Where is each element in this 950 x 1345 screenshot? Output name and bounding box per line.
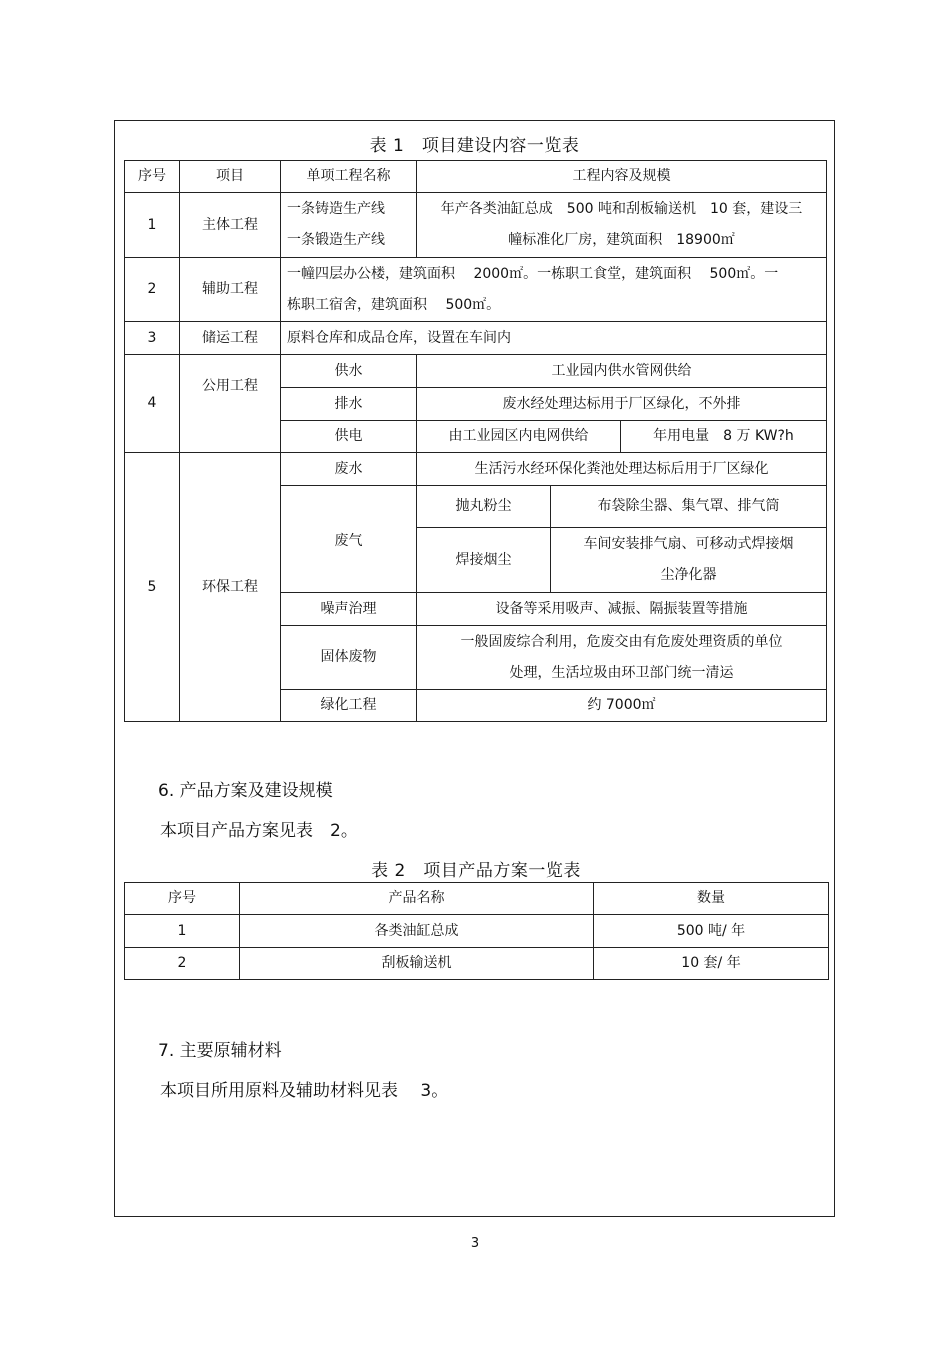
sub-label: 供水 xyxy=(281,355,417,388)
table-row xyxy=(125,322,827,355)
sub-label: 供电 xyxy=(281,421,417,453)
table1 xyxy=(124,160,827,722)
page-number: 3 xyxy=(470,1236,480,1251)
sub-content: 布袋除尘器、集气罩、排气筒 xyxy=(551,486,827,528)
row-content xyxy=(281,258,827,322)
row-no: 5 xyxy=(125,453,180,722)
section6-text: 本项目产品方案见表 2。 xyxy=(160,821,358,841)
content-line: 幢标准化厂房，建筑面积 18900㎡ xyxy=(508,232,735,248)
header-cell: 序号 xyxy=(125,161,180,193)
table2-caption: 表 2 项目产品方案一览表 xyxy=(371,861,581,881)
content-line: 一般固废综合利用，危废交由有危废处理资质的单位 xyxy=(460,633,783,650)
name-line: 一条铸造生产线 xyxy=(287,201,385,217)
sub-content: 工业园内供水管网供给 xyxy=(417,355,827,388)
product-qty: 500 吨/ 年 xyxy=(594,915,829,948)
table-row xyxy=(125,948,829,980)
product-name: 各类油缸总成 xyxy=(240,915,594,948)
table-row xyxy=(125,258,827,322)
row-content xyxy=(417,193,827,258)
sub-content: 约 7000㎡ xyxy=(417,690,827,722)
header-cell: 单项工程名称 xyxy=(281,161,417,193)
row-no: 2 xyxy=(125,948,240,980)
table2-header-row xyxy=(125,883,829,915)
sub-label: 绿化工程 xyxy=(281,690,417,722)
table-row xyxy=(125,193,827,258)
row-content: 原料仓库和成品仓库，设置在车间内 xyxy=(281,322,827,355)
table1-caption: 表 1 项目建设内容一览表 xyxy=(369,136,580,156)
header-cell: 产品名称 xyxy=(240,883,594,915)
section6-heading: 6. 产品方案及建设规模 xyxy=(158,781,333,801)
header-cell: 数量 xyxy=(594,883,829,915)
row-no: 3 xyxy=(125,322,180,355)
sub-content: 生活污水经环保化粪池处理达标后用于厂区绿化 xyxy=(417,453,827,486)
name-line: 一条锻造生产线 xyxy=(287,232,385,248)
content-line: 年产各类油缸总成 500 吨和刮板输送机 10 套，建设三 xyxy=(440,201,803,217)
sub-label: 抛丸粉尘 xyxy=(417,486,551,528)
content-line: 一幢四层办公楼，建筑面积 2000㎡。一栋职工食堂，建筑面积 500㎡。一 xyxy=(287,265,779,282)
product-name: 刮板输送机 xyxy=(240,948,594,980)
header-cell: 序号 xyxy=(125,883,240,915)
content-line: 车间安装排气扇、可移动式焊接烟 xyxy=(583,536,794,552)
section7-text: 本项目所用原料及辅助材料见表 3。 xyxy=(160,1081,449,1101)
sub-content xyxy=(551,528,827,593)
sub-label: 废水 xyxy=(281,453,417,486)
sub-content: 设备等采用吸声、减振、隔振装置等措施 xyxy=(417,593,827,626)
header-cell: 项目 xyxy=(180,161,281,193)
row-item: 储运工程 xyxy=(180,322,281,355)
sub-content: 由工业园区内电网供给 xyxy=(417,421,621,453)
table-row xyxy=(125,453,827,486)
section7-heading: 7. 主要原辅材料 xyxy=(158,1041,282,1061)
content-line: 尘净化器 xyxy=(660,567,717,583)
sub-label: 焊接烟尘 xyxy=(417,528,551,593)
row-name xyxy=(281,193,417,258)
row-no: 2 xyxy=(125,258,180,322)
table2 xyxy=(124,882,829,980)
row-item: 辅助工程 xyxy=(180,258,281,322)
header-cell: 工程内容及规模 xyxy=(417,161,827,193)
row-no: 4 xyxy=(125,355,180,453)
sub-label: 固体废物 xyxy=(281,626,417,690)
table-row xyxy=(125,355,827,388)
sub-label: 废气 xyxy=(281,486,417,593)
table1-header-row xyxy=(125,161,827,193)
sub-label: 噪声治理 xyxy=(281,593,417,626)
row-no: 1 xyxy=(125,915,240,948)
sub-content: 年用电量 8 万 KW?h xyxy=(621,421,827,453)
sub-content xyxy=(417,626,827,690)
row-no: 1 xyxy=(125,193,180,258)
content-line: 处理，生活垃圾由环卫部门统一清运 xyxy=(509,664,734,681)
product-qty: 10 套/ 年 xyxy=(594,948,829,980)
row-item: 主体工程 xyxy=(180,193,281,258)
content-line: 栋职工宿舍，建筑面积 500㎡。 xyxy=(287,296,501,313)
sub-content: 废水经处理达标用于厂区绿化，不外排 xyxy=(417,388,827,421)
sub-label: 排水 xyxy=(281,388,417,421)
row-item: 环保工程 xyxy=(180,453,281,722)
row-item: 公用工程 xyxy=(180,355,281,453)
table-row xyxy=(125,915,829,948)
